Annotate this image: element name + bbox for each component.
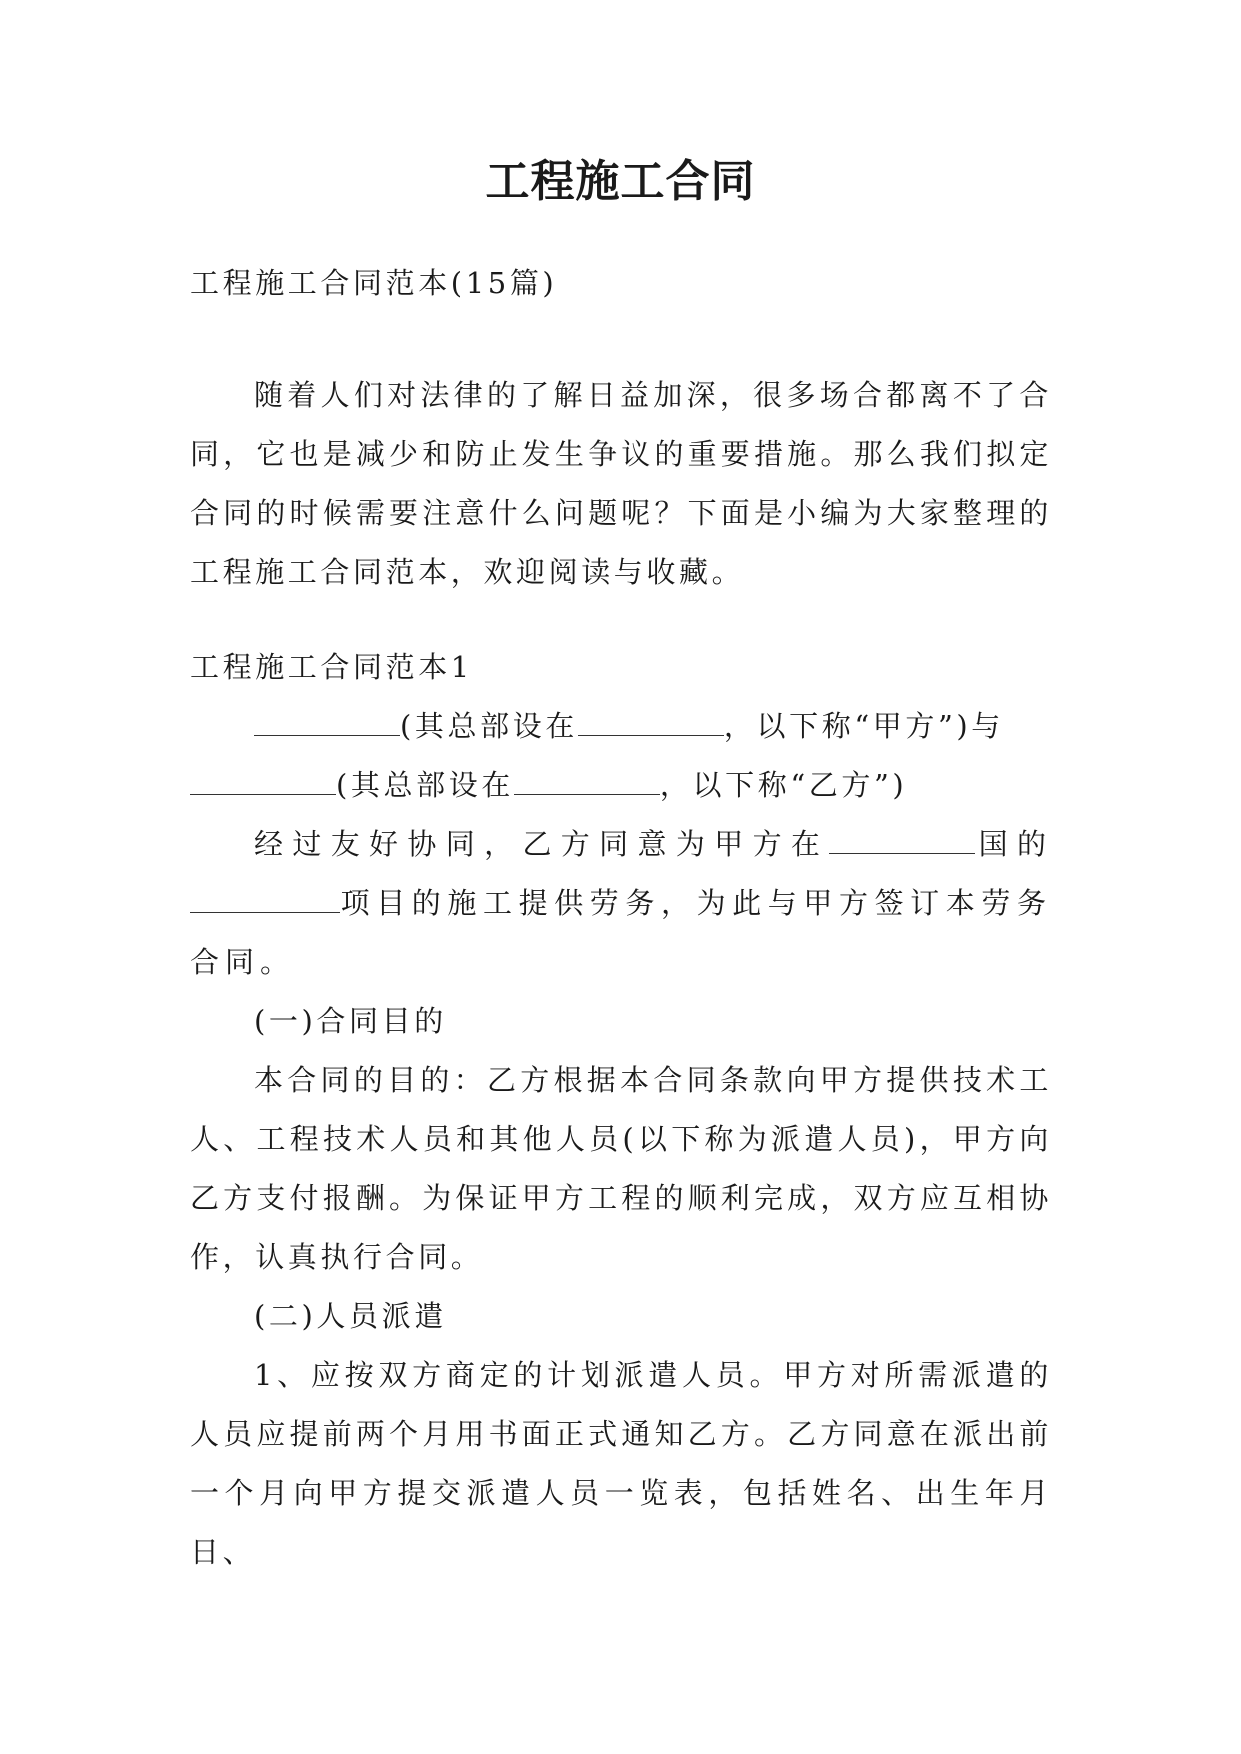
- agreement-text-3: 项目的施工提供劳务，为此与甲方签订本劳务合同。: [190, 886, 1052, 979]
- document-title: 工程施工合同: [485, 156, 756, 207]
- clause-2-heading: (二)人员派遣: [254, 1299, 447, 1333]
- agreement-text-1: 经过友好协同，乙方同意为甲方在: [254, 827, 830, 861]
- intro-paragraph: 随着人们对法律的了解日益加深，很多场合都离不了合同，它也是减少和防止发生争议的重要措施。那么我们拟定合同的时候需要注意什么问题呢？下面是小编为大家整理的工程施工合同范本，欢迎阅读与收藏。: [190, 378, 1052, 589]
- blank-line[interactable]: [829, 823, 975, 854]
- clause-1-text: 本合同的目的：乙方根据本合同条款向甲方提供技术工人、工程技术人员和其他人员(以下称为派遣人员)，甲方向乙方支付报酬。为保证甲方工程的顺利完成，双方应互相协作，认真执行合同。: [190, 1063, 1052, 1274]
- party-a-line: [190, 697, 1052, 756]
- document-body: [190, 254, 1052, 1582]
- blank-line[interactable]: [514, 764, 660, 795]
- clause-2-item-1: 1、应按双方商定的计划派遣人员。甲方对所需派遣的人员应提前两个月用书面正式通知乙方。乙方同意在派出前一个月向甲方提交派遣人员一览表，包括姓名、出生年月日、: [190, 1358, 1052, 1569]
- blank-line[interactable]: [190, 764, 336, 795]
- agreement-text-2: 国的: [975, 827, 1052, 861]
- section-heading: 工程施工合同范本1: [190, 650, 473, 684]
- blank-line[interactable]: [190, 882, 340, 913]
- party-b-line: [190, 756, 1052, 815]
- blank-line[interactable]: [578, 705, 724, 736]
- party-b-text-1: (其总部设在: [336, 768, 514, 802]
- blank-line[interactable]: [254, 705, 400, 736]
- agreement-paragraph: [190, 815, 1052, 992]
- clause-1-heading: (一)合同目的: [254, 1004, 447, 1038]
- party-b-text-2: ，以下称“乙方”): [659, 768, 908, 802]
- party-a-text-2: ，以下称“甲方”)与: [723, 709, 1004, 743]
- document-subtitle: 工程施工合同范本(15篇): [190, 266, 558, 300]
- party-a-text-1: (其总部设在: [400, 709, 578, 743]
